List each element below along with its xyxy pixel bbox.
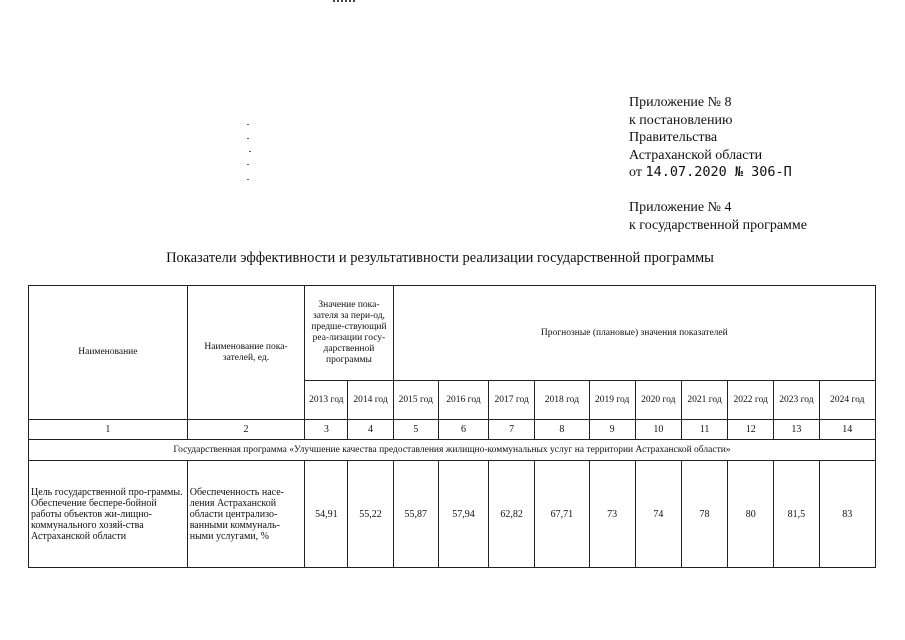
attachment-8-date [629,164,792,182]
column-number: 8 [535,420,589,440]
year-header: 2021 год [681,381,727,420]
attachment-4-line1: Приложение № 4 [629,200,732,215]
year-header: 2016 год [438,381,488,420]
column-number: 12 [728,420,774,440]
column-number: 9 [589,420,635,440]
value-cell: 74 [635,461,681,568]
document-title: Показатели эффективности и результативности реализации государственной программы [166,250,714,266]
table-row [29,461,876,568]
date-value: 14.07.2020 № 306-П [645,164,792,180]
value-cell: 83 [819,461,875,568]
header-prior-value: Значение пока-зателя за пери-од, предше-ствующий реа-лизации госу-дарственной программы [305,286,393,381]
column-number: 7 [489,420,535,440]
column-number: 5 [393,420,438,440]
year-header: 2023 год [774,381,819,420]
value-cell: 78 [681,461,727,568]
program-title: Государственная программа «Улучшение качества предоставления жилищно-коммунальных услуг на территории Астраханской области» [29,440,876,461]
column-number: 3 [305,420,348,440]
attachment-8-line2: к постановлению [629,112,733,128]
column-number: 4 [348,420,393,440]
value-cell: 55,22 [348,461,393,568]
attachment-8-line4: Астраханской области [629,147,763,163]
scan-specks [247,124,251,182]
column-number: 6 [438,420,488,440]
scan-top-mark [333,0,355,4]
date-prefix: от [629,165,642,180]
value-cell: 57,94 [438,461,488,568]
year-header: 2018 год [535,381,589,420]
column-number: 1 [29,420,188,440]
header-indicator-name: Наименование пока-зателей, ед. [187,286,305,420]
column-number: 2 [187,420,305,440]
attachment-8-line3: Правительства [629,130,718,145]
value-cell: 67,71 [535,461,589,568]
year-header: 2019 год [589,381,635,420]
year-header: 2024 год [819,381,875,420]
column-number: 13 [774,420,819,440]
value-cell: 62,82 [489,461,535,568]
attachment-8-line1: Приложение № 8 [629,95,732,110]
indicators-table [28,285,876,568]
year-header: 2015 год [393,381,438,420]
value-cell: 81,5 [774,461,819,568]
year-header: 2022 год [728,381,774,420]
header-name: Наименование [29,286,188,420]
year-header: 2017 год [489,381,535,420]
header-forecast: Прогнозные (плановые) значения показателей [393,286,875,381]
program-title-row [29,440,876,461]
year-header: 2013 год [305,381,348,420]
column-number-row [29,420,876,440]
attachment-8-block [629,94,792,182]
column-number: 11 [681,420,727,440]
header-row-top [29,286,876,381]
value-cell: 73 [589,461,635,568]
column-number: 14 [819,420,875,440]
year-header: 2020 год [635,381,681,420]
attachment-4-block [629,199,807,234]
indicator-cell: Обеспеченность насе-ления Астраханской области централизо-ванными коммуналь-ными услугами, % [187,461,305,568]
value-cell: 80 [728,461,774,568]
attachment-4-line2: к государственной программе [629,217,807,233]
goal-cell: Цель государственной про-граммы. Обеспечение беспере-бойной работы объектов жи-лищно-коммунального хозяй-ства Астраханской области [29,461,188,568]
value-cell: 54,91 [305,461,348,568]
year-header: 2014 год [348,381,393,420]
value-cell: 55,87 [393,461,438,568]
column-number: 10 [635,420,681,440]
